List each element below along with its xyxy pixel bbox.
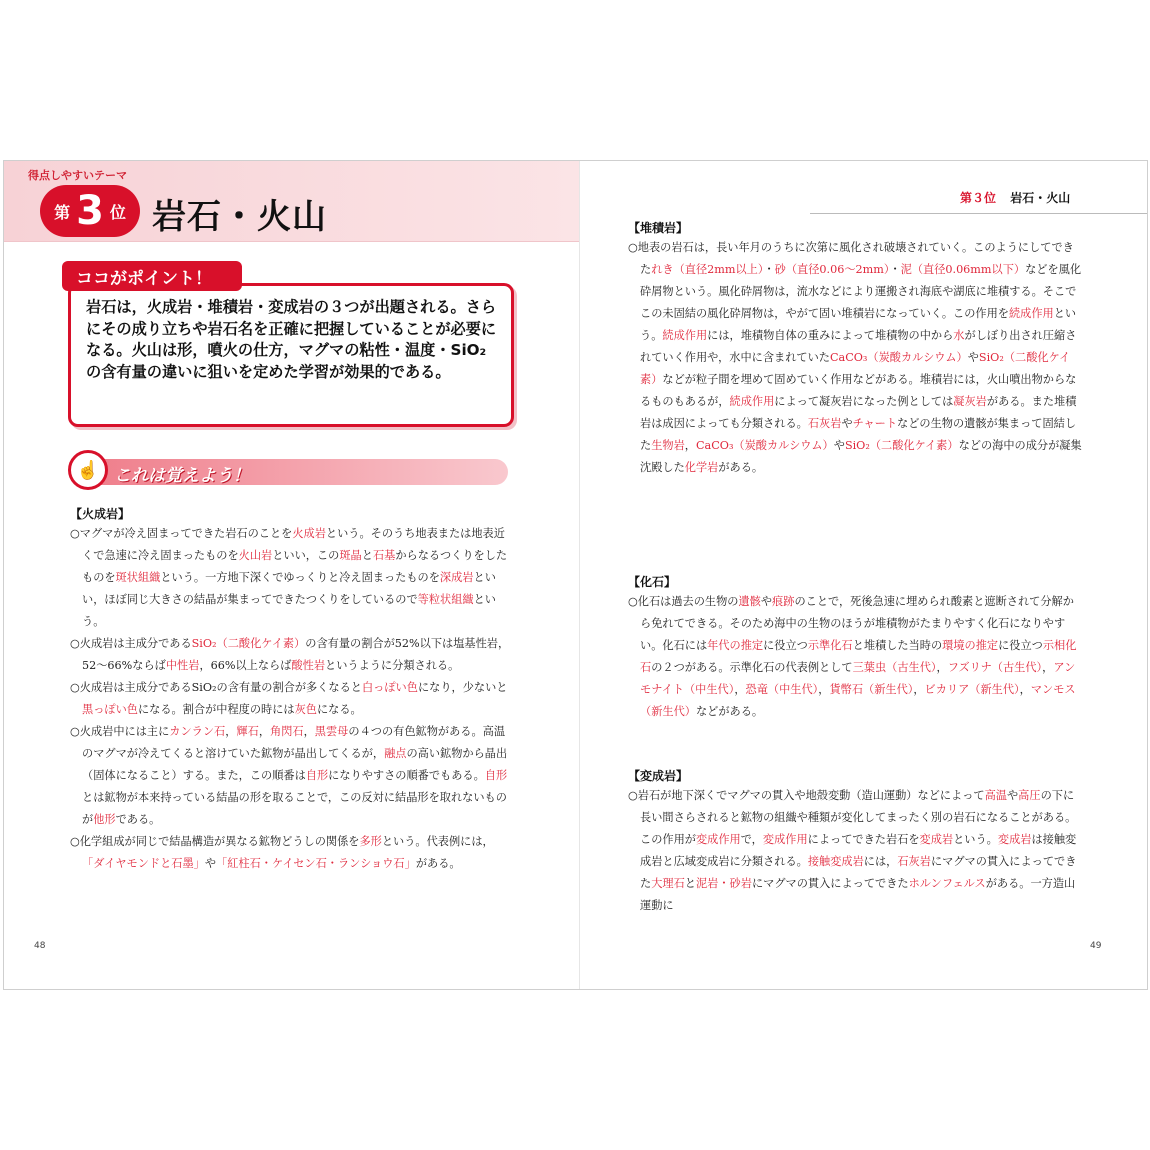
- text-run: のことで，死後急速に埋められ酸素と遮断されて分解から免れてできる。そのため海中の生物のほうが堆積物がたまりやすく化石になりやすい。化石には: [640, 595, 1074, 652]
- section-title: 【変成岩】: [628, 769, 689, 783]
- section-body: [628, 591, 1084, 723]
- point-tab: ココがポイント！: [62, 261, 242, 291]
- key-term: 融点: [384, 747, 407, 760]
- text-run: や: [833, 439, 845, 452]
- key-term: 石基: [372, 549, 396, 562]
- text-run: ，: [258, 725, 271, 738]
- text-run: などが粒子間を埋めて固めていく作用などがある。堆積岩には，火山噴出物からなるものもあるが，: [640, 373, 1077, 408]
- key-term: 続成作用: [729, 395, 775, 408]
- key-term: 遺骸: [738, 595, 761, 608]
- key-term: 石灰岩: [897, 855, 931, 868]
- key-term: 自形: [484, 769, 508, 782]
- text-run: などがある。: [695, 705, 764, 718]
- text-run: という。そのうち地表または地表近くで急速に冷え固まったものを: [82, 527, 505, 562]
- text-run: などの海中の成分が凝集沈殿した: [640, 439, 1082, 474]
- text-run: ，: [225, 725, 237, 738]
- section-body: [628, 237, 1084, 479]
- key-term: CaCO₃（炭酸カルシウム）: [829, 351, 968, 364]
- key-term: 続成作用: [662, 329, 708, 342]
- text-run: や: [760, 595, 773, 608]
- rank-badge: [40, 185, 140, 237]
- key-term: 変成岩: [919, 833, 954, 846]
- key-term: 化学岩: [684, 461, 719, 474]
- book-spread: [3, 160, 1148, 990]
- page-number-right: 49: [1090, 941, 1102, 951]
- key-term: 変成作用: [762, 833, 808, 846]
- text-run: や: [841, 417, 853, 430]
- key-term: 砂（直径0.06～2mm）: [774, 263, 890, 276]
- running-header: [960, 189, 1070, 206]
- key-term: SiO₂（二酸化ケイ素）: [640, 351, 1071, 386]
- text-run: という。代表例には，: [381, 835, 494, 848]
- key-term: 泥岩・砂岩: [695, 877, 752, 890]
- key-term: 斑状組織: [115, 571, 161, 584]
- key-term: 年代の推定: [707, 639, 764, 652]
- text-run: がある。また堆積岩は成因によっても分類される。: [640, 395, 1077, 430]
- key-term: SiO₂（二酸化ケイ素）: [844, 439, 959, 452]
- memorize-label: これは覚えよう！: [114, 466, 250, 486]
- key-term: カンラン石: [169, 725, 226, 738]
- text-run: がある。: [415, 857, 461, 870]
- igneous-body: [70, 523, 510, 875]
- text-run: や: [1006, 789, 1019, 802]
- text-run: になりやすさの順番でもある。: [328, 769, 485, 782]
- text-run: によって凝灰岩になった例としては: [774, 395, 954, 408]
- key-term: 三葉虫（古生代）: [852, 661, 937, 674]
- text-run: とは鉱物が本来持っている結晶の形を取ることで，この反対に結晶形を取れないものが: [82, 791, 507, 826]
- rank-suffix: 位: [109, 202, 126, 222]
- text-run: という。: [82, 593, 496, 628]
- key-term: 変成作用: [695, 833, 741, 846]
- text-run: ・: [763, 263, 775, 276]
- section-body: [628, 785, 1084, 917]
- key-term: 高圧: [1018, 789, 1041, 802]
- right-page: [580, 161, 1147, 989]
- key-term: アンモナイト（中生代）: [640, 661, 1076, 696]
- text-run: と: [684, 877, 696, 890]
- paragraph: [70, 721, 510, 831]
- text-run: に役立つ: [763, 639, 808, 652]
- key-term: CaCO₃（炭酸カルシウム）: [695, 439, 834, 452]
- key-term: ホルンフェルス: [908, 877, 986, 890]
- text-run: といい，ほぼ同じ大きさの結晶が集まってできたつくりをしているので: [82, 571, 496, 606]
- text-run: というように分類される。: [325, 659, 460, 672]
- text-run: の高い鉱物から晶出（固体になること）する。また，この順番は: [82, 747, 508, 782]
- text-run: ○火成岩は主成分であるSiO₂の含有量の割合が多くなると: [70, 681, 362, 694]
- key-term: 火成岩: [292, 527, 326, 540]
- key-term: 「紅柱石・ケイセン石・ランショウ石」: [216, 857, 416, 870]
- paragraph: [628, 237, 1084, 479]
- key-term: 恐竜（中生代）: [745, 683, 819, 696]
- text-run: などを風化砕屑物という。風化砕屑物は，流水などにより運搬され海底や湖底に堆積する。そこでこの未固結の風化砕屑物は，やがて固い堆積岩になっていく。この作用を: [640, 263, 1082, 320]
- key-term: 痕跡: [772, 595, 795, 608]
- text-run: になる。割合が中程度の時には: [137, 703, 295, 716]
- text-run: からなるつくりをしたものを: [82, 549, 508, 584]
- text-run: には，: [863, 855, 898, 868]
- text-run: には，堆積物自体の重みによって堆積物の中から: [707, 329, 954, 342]
- key-term: 酸性岩: [291, 659, 326, 672]
- text-run: ，: [818, 683, 830, 696]
- key-term: 示準化石: [807, 639, 853, 652]
- text-run: と: [361, 549, 373, 562]
- key-term: ビカリア（新生代）: [924, 683, 1020, 696]
- text-run: になり，少ないと: [417, 681, 508, 694]
- paragraph: [70, 633, 510, 677]
- section-title: 【化石】: [628, 575, 677, 589]
- header-rule: [810, 213, 1147, 214]
- key-term: 大理石: [651, 877, 685, 890]
- key-term: SiO₂（二酸化ケイ素）: [191, 637, 306, 650]
- text-run: にマグマの貫入によってできた: [751, 877, 909, 890]
- page-number-left: 48: [34, 941, 46, 951]
- text-run: ，: [303, 725, 315, 738]
- key-term: 接触変成岩: [807, 855, 864, 868]
- text-run: ○化石は過去の生物の: [628, 595, 739, 608]
- text-run: という。: [953, 833, 998, 846]
- key-term: 中性岩: [165, 659, 200, 672]
- paragraph: [70, 523, 510, 633]
- key-term: 深成岩: [439, 571, 474, 584]
- key-term: 火山岩: [238, 549, 273, 562]
- key-term: 凝灰岩: [953, 395, 987, 408]
- text-run: ○マグマが冷え固まってできた岩石のことを: [70, 527, 293, 540]
- paragraph: [628, 591, 1084, 723]
- text-run: の４つの有色鉱物がある。高温のマグマが冷えてくると溶けていた鉱物が晶出してくるが，: [82, 725, 506, 760]
- rank-word: 第: [54, 202, 71, 222]
- text-run: ，: [1019, 683, 1031, 696]
- key-term: 「ダイヤモンドと石墨」: [82, 857, 205, 870]
- text-run: という。一方地下深くでゆっくりと冷え固まったものを: [160, 571, 440, 584]
- text-run: ○火成岩は主成分である: [70, 637, 192, 650]
- paragraph: [70, 831, 510, 875]
- key-term: 続成作用: [1008, 307, 1054, 320]
- point-text: 岩石は，火成岩・堆積岩・変成岩の３つが出題される。さらにその成り立ちや岩石名を正確に把握していることが必要になる。火山は形，噴火の仕方，マグマの粘性・温度・SiO₂の含有量の違いに狙いを定めた学習が効果的である。: [86, 298, 497, 381]
- rank-number: 3: [76, 188, 104, 234]
- running-header-rank: 第３位: [960, 191, 997, 205]
- key-term: 他形: [93, 813, 116, 826]
- text-run: で，: [740, 833, 763, 846]
- paragraph: [628, 785, 1084, 917]
- text-run: ，: [913, 683, 925, 696]
- text-run: に役立つ: [998, 639, 1043, 652]
- section-title-igneous: 【火成岩】: [70, 507, 131, 521]
- text-run: や: [204, 857, 217, 870]
- text-run: ，: [684, 439, 696, 452]
- header-category-label: 得点しやすいテーマ: [28, 169, 127, 182]
- pointing-hand-icon: ☝: [68, 450, 108, 490]
- text-run: と堆積した当時の: [852, 639, 943, 652]
- text-run: によってできた岩石を: [807, 833, 920, 846]
- key-term: 変成岩: [997, 833, 1032, 846]
- key-term: 生物岩: [651, 439, 685, 452]
- section-title: 【堆積岩】: [628, 221, 689, 235]
- key-term: 角閃石: [270, 725, 304, 738]
- text-run: の２つがある。示準化石の代表例として: [651, 661, 853, 674]
- key-term: 等粒状組織: [417, 593, 474, 606]
- key-term: 環境の推定: [942, 639, 999, 652]
- text-run: ○岩石が地下深くでマグマの貫入や地殻変動（造山運動）などによって: [628, 789, 985, 802]
- text-run: ，: [1042, 661, 1054, 674]
- key-term: 高温: [984, 789, 1007, 802]
- key-term: 輝石: [236, 725, 259, 738]
- text-run: がある。一方造山運動に: [640, 877, 1076, 912]
- text-run: ・: [889, 263, 901, 276]
- text-run: などの生物の遺骸が集まって固結した: [640, 417, 1077, 452]
- key-term: 白っぽい色: [361, 681, 418, 694]
- text-run: は接触変成岩と広域変成岩に分類される。: [640, 833, 1077, 868]
- key-term: れき（直径2mm以上）: [651, 263, 764, 276]
- text-run: という。: [640, 307, 1077, 342]
- key-term: 自形: [305, 769, 329, 782]
- key-term: 泥（直径0.06mm以下）: [900, 263, 1026, 276]
- text-run: といい，この: [272, 549, 340, 562]
- key-term: 水: [953, 329, 965, 342]
- text-run: の下に長い間さらされると鉱物の組織や種類が変化してまったく別の岩石になることがある。この作用が: [640, 789, 1077, 846]
- paragraph: [70, 677, 510, 721]
- text-run: がしぼり出され圧縮されていく作用や，水中に含まれていた: [640, 329, 1077, 364]
- text-run: にマグマの貫入によってできた: [640, 855, 1077, 890]
- running-header-title: 岩石・火山: [1010, 191, 1071, 205]
- text-run: ，66%以上ならば: [199, 659, 292, 672]
- text-run: である。: [115, 813, 161, 826]
- key-term: 示相化石: [640, 639, 1077, 674]
- key-term: チャート: [852, 417, 898, 430]
- left-page: [4, 161, 579, 989]
- text-run: や: [967, 351, 979, 364]
- text-run: がある。: [718, 461, 764, 474]
- key-term: フズリナ（古生代）: [947, 661, 1043, 674]
- text-run: ，: [734, 683, 746, 696]
- page-title: 岩石・火山: [152, 197, 327, 237]
- key-term: 斑晶: [339, 549, 362, 562]
- key-term: 石灰岩: [807, 417, 842, 430]
- text-run: になる。: [316, 703, 362, 716]
- key-term: 黒雲母: [314, 725, 349, 738]
- text-run: ○地表の岩石は，長い年月のうちに次第に風化され破壊されていく。このようにしてできた: [628, 241, 1074, 276]
- text-run: の含有量の割合が52%以下は塩基性岩，52～66%ならば: [82, 637, 510, 672]
- key-term: 多形: [359, 835, 382, 848]
- text-run: ○火成岩中には主に: [70, 725, 170, 738]
- key-term: 灰色: [294, 703, 317, 716]
- key-term: 貨幣石（新生代）: [829, 683, 914, 696]
- key-term: 黒っぽい色: [82, 703, 138, 716]
- key-term: マンモス（新生代）: [640, 683, 1076, 718]
- text-run: ○化学組成が同じで結晶構造が異なる鉱物どうしの関係を: [70, 835, 360, 848]
- text-run: ，: [936, 661, 948, 674]
